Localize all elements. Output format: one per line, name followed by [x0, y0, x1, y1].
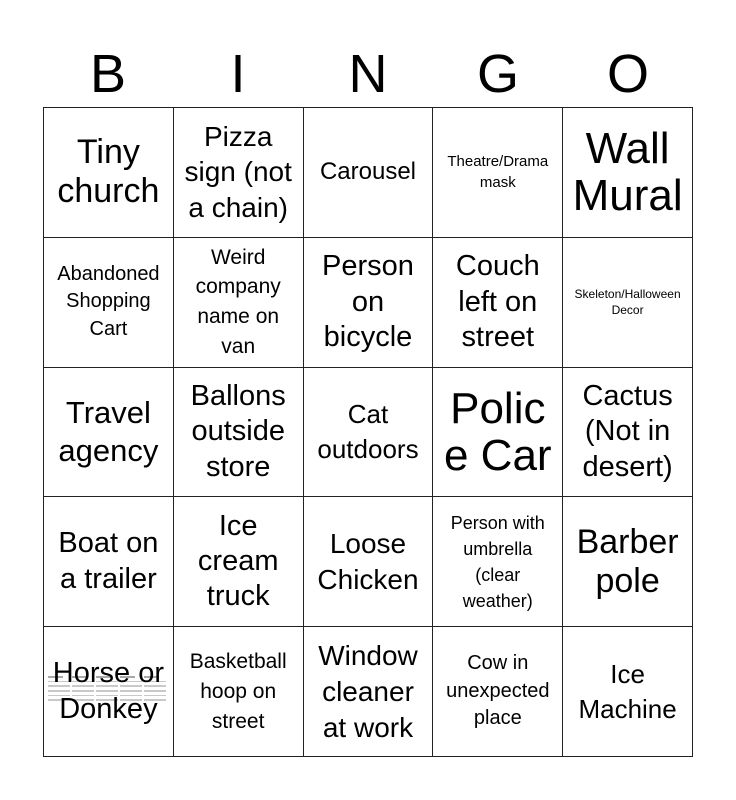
header-letter-g: G: [476, 44, 519, 104]
cell-text: Basketball hoop on street: [189, 649, 287, 733]
cell-text: Couch left on street: [455, 250, 540, 353]
bingo-cell-r5-c3[interactable]: [304, 627, 434, 757]
cell-text: Window cleaner at work: [318, 639, 418, 743]
cell-text: Abandoned Shopping Cart: [57, 262, 160, 340]
cell-text: Police Car: [443, 383, 552, 480]
bingo-cell-r1-c1[interactable]: [44, 108, 174, 238]
cell-text: Theatre/Drama mask: [447, 153, 549, 192]
cell-text: Tiny church: [57, 133, 160, 211]
bingo-cell-r1-c5[interactable]: [563, 108, 693, 238]
bingo-cell-r5-c2[interactable]: [174, 627, 304, 757]
bingo-cell-r2-c5[interactable]: [563, 238, 693, 368]
bingo-cell-r1-c2[interactable]: [174, 108, 304, 238]
bingo-cell-r1-c3[interactable]: [304, 108, 434, 238]
cell-text: Ice Machine: [578, 658, 677, 724]
header-letter-n: N: [348, 44, 388, 104]
cell-text: Pizza sign (not a chain): [184, 120, 292, 224]
bingo-cell-r4-c3[interactable]: [304, 497, 434, 627]
bingo-cell-r2-c2[interactable]: [174, 238, 304, 368]
bingo-cell-r3-c5[interactable]: [563, 368, 693, 498]
cell-text: Ice cream truck: [197, 509, 279, 613]
bingo-cell-r4-c2[interactable]: [174, 497, 304, 627]
bingo-cell-r1-c4[interactable]: [433, 108, 563, 238]
bingo-header: [43, 40, 693, 108]
cell-text: Cactus (Not in desert): [582, 379, 673, 483]
bingo-cell-r3-c2[interactable]: [174, 368, 304, 498]
cell-text: Barber pole: [576, 522, 679, 600]
cell-text: Skeleton/Halloween Decor: [574, 287, 681, 318]
cell-text: Loose Chicken: [317, 527, 419, 595]
cell-text: Horse or Donkey: [52, 657, 164, 725]
header-letter-i: I: [230, 44, 246, 104]
bingo-grid: [43, 107, 693, 757]
bingo-cell-r4-c5[interactable]: [563, 497, 693, 627]
cell-text: Cow in unexpected place: [446, 652, 550, 730]
bingo-cell-r4-c4[interactable]: [433, 497, 563, 627]
cell-text: Carousel: [319, 158, 417, 186]
bingo-cell-r4-c1[interactable]: [44, 497, 174, 627]
cell-text: Ballons outside store: [190, 379, 286, 483]
bingo-cell-r2-c3[interactable]: [304, 238, 434, 368]
bingo-cell-r2-c4[interactable]: [433, 238, 563, 368]
bingo-cell-r3-c3[interactable]: [304, 368, 434, 498]
bingo-cell-r5-c4[interactable]: [433, 627, 563, 757]
bingo-cell-r2-c1[interactable]: [44, 238, 174, 368]
cell-text: Wall Mural: [572, 124, 683, 221]
bingo-cell-r5-c1[interactable]: [44, 627, 174, 757]
cell-text: Weird company name on van: [195, 245, 281, 358]
bingo-cell-r5-c5[interactable]: [563, 627, 693, 757]
bingo-cell-r3-c4[interactable]: [433, 368, 563, 498]
cell-text: Boat on a trailer: [58, 527, 159, 595]
cell-text: Person on bicycle: [322, 250, 414, 353]
header-letter-b: B: [89, 44, 127, 104]
bingo-cell-r3-c1[interactable]: [44, 368, 174, 498]
header-letter-o: O: [606, 44, 649, 104]
cell-text: Travel agency: [58, 395, 159, 468]
cell-text: Person with umbrella (clear weather): [450, 512, 545, 611]
cell-text: Cat outdoors: [317, 398, 419, 464]
